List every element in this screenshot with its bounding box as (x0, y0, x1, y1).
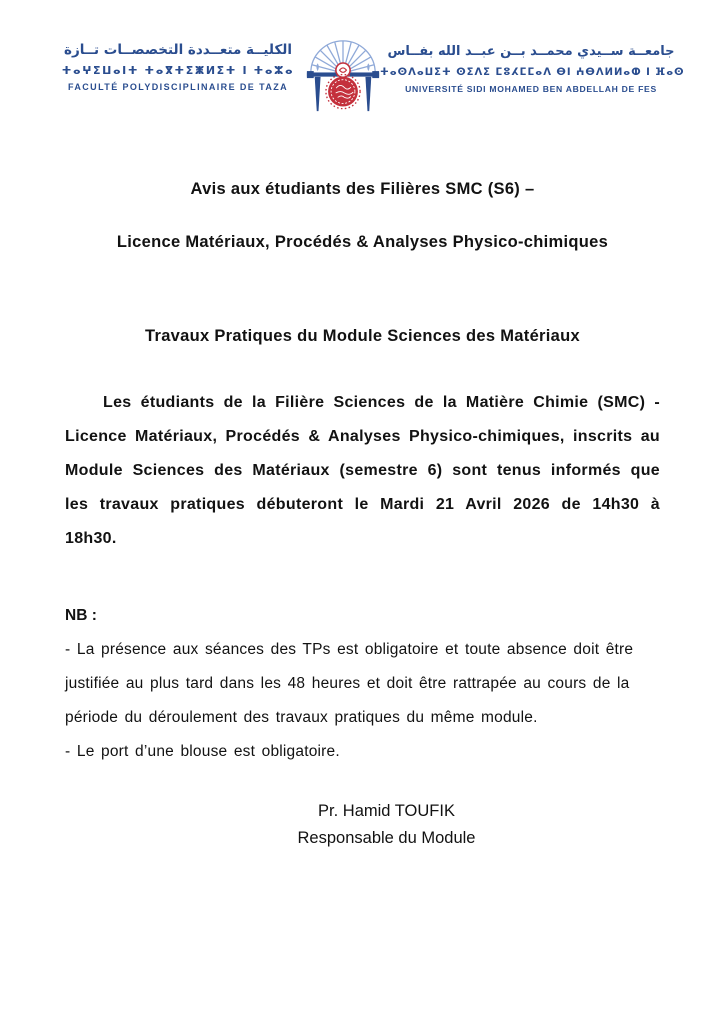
university-logo-icon (306, 34, 380, 114)
faculty-name-french: FACULTÉ POLYDISCIPLINAIRE DE TAZA (67, 82, 289, 92)
university-name-french: UNIVERSITÉ SIDI MOHAMED BEN ABDELLAH DE FES (405, 84, 657, 94)
university-name-arabic: جامعــة ســيدي محمــد بــن عبــد الله بفــاس (387, 44, 675, 59)
signature-role: Responsable du Module (297, 829, 476, 847)
signature-block (65, 798, 660, 852)
university-name-tifinagh: ⵜⴰⵙⴷⴰⵡⵉⵜ ⵙⵉⴷⵉ ⵎⵓⵃⵎⵎⴰⴷ ⴱⵏ ⵄⴱⴷⵍⵍⴰⵀ ⵏ ⴼⴰⵙ (380, 67, 685, 78)
notice-content (0, 177, 724, 852)
nb-item-labcoat: - Le port d’une blouse est obligatoire. (65, 743, 340, 760)
letterhead (0, 0, 724, 114)
letterhead-faculty-block (50, 34, 306, 94)
notice-subject: Travaux Pratiques du Module Sciences des Matériaux (145, 327, 580, 345)
letterhead-university-block (380, 34, 685, 96)
nb-label: NB : (65, 607, 97, 624)
notice-body-paragraph: Les étudiants de la Filière Sciences de la Matière Chimie (SMC) - Licence Matériaux, Procédés & Analyses Physico-chimiques, inscrits au Module Sciences des Matériaux (semestre 6) sont tenus informés que les travaux pratiques débuteront le Mardi 21 Avril 2026 de 14h30 à 18h30. (65, 394, 660, 547)
notice-title-line1: Avis aux étudiants des Filières SMC (S6) – (190, 180, 535, 198)
faculty-name-arabic: الكليــة متعــددة التخصصــات تــازة (63, 42, 292, 58)
faculty-name-tifinagh: ⵜⴰⵖⵉⵡⴰⵏⵜ ⵜⴰⴳⵜⵉⵥⵍⵉⵜ ⵏ ⵜⴰⵣⴰ (61, 64, 295, 77)
notice-title-line2: Licence Matériaux, Procédés & Analyses Physico-chimiques (116, 233, 609, 251)
signature-name: Pr. Hamid TOUFIK (318, 802, 455, 820)
nb-item-attendance: - La présence aux séances des TPs est obligatoire et toute absence doit être justifiée au plus tard dans les 48 heures et doit être rattrapée au cours de la période du déroulement des travaux pratiques du même module. (65, 641, 634, 726)
